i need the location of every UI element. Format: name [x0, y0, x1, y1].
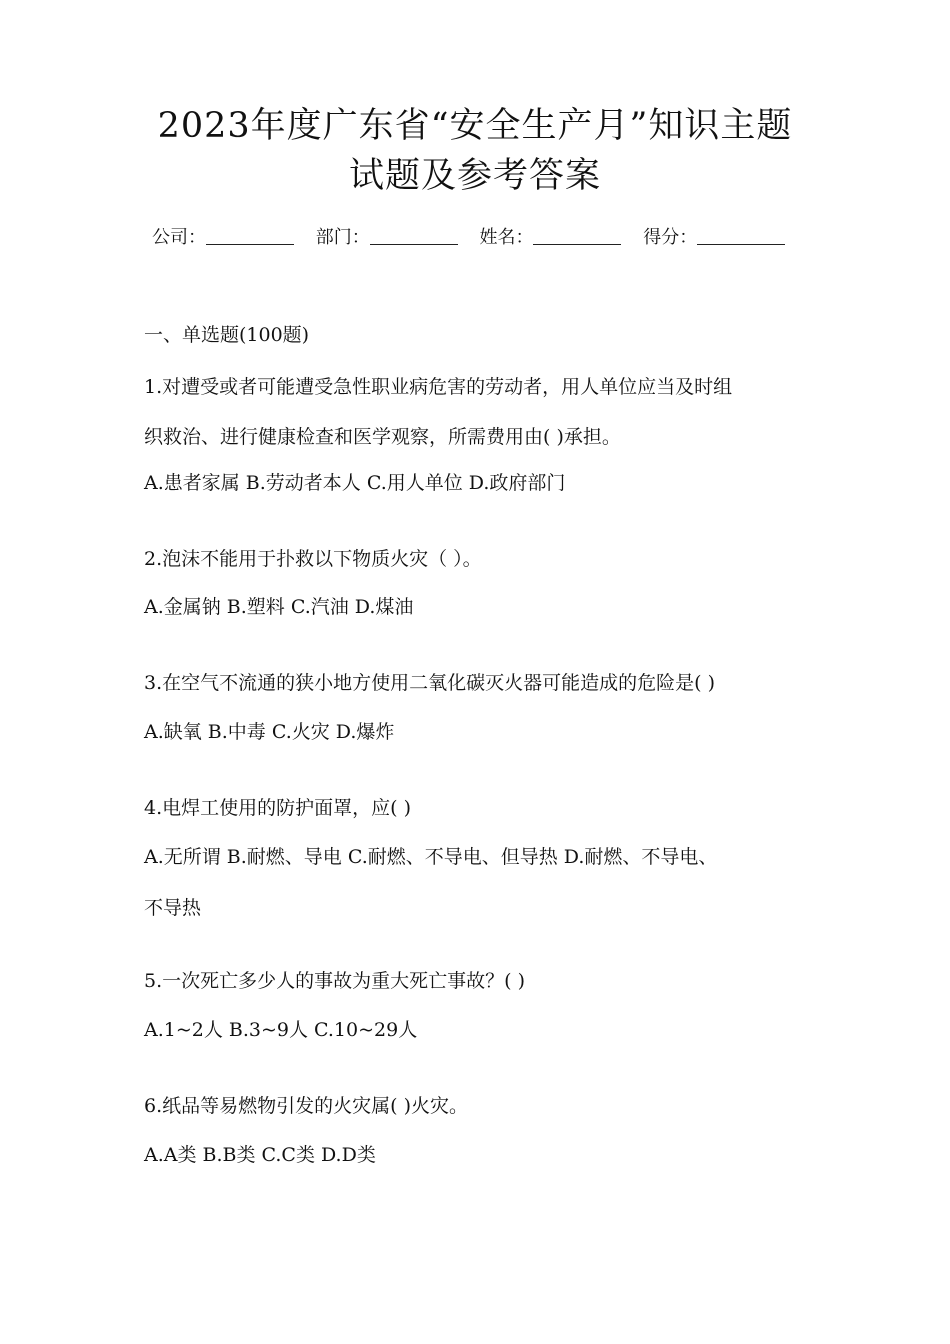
- question-3-stem: 3.在空气不流通的狭小地方使用二氧化碳灭火器可能造成的危险是( ): [144, 672, 715, 694]
- question-5-stem: 5.一次死亡多少人的事故为重大死亡事故？( ): [144, 970, 525, 992]
- question-6-options: A.A类 B.B类 C.C类 D.D类: [144, 1144, 376, 1166]
- question-4-options-line-2: 不导热: [144, 897, 202, 919]
- section-heading: 一、单选题(100题): [144, 324, 310, 346]
- department-field: [316, 227, 458, 248]
- question-1-options: A.患者家属 B.劳动者本人 C.用人单位 D.政府部门: [144, 472, 566, 494]
- question-3-options: A.缺氧 B.中毒 C.火灾 D.爆炸: [144, 721, 395, 743]
- question-1-stem-line-2: 织救治、进行健康检查和医学观察，所需费用由( )承担。: [144, 426, 621, 448]
- company-blank[interactable]: [206, 226, 294, 245]
- question-4-stem: 4.电焊工使用的防护面罩，应( ): [144, 797, 411, 819]
- department-blank[interactable]: [370, 226, 458, 245]
- company-label: 公司：: [152, 227, 206, 248]
- document-title-line-1: 2023年度广东省“安全生产月”知识主题: [157, 106, 793, 146]
- name-field: [479, 227, 621, 248]
- question-2-options: A.金属钠 B.塑料 C.汽油 D.煤油: [144, 596, 414, 618]
- name-label: 姓名：: [479, 227, 534, 248]
- company-field: [152, 227, 294, 248]
- score-label: 得分：: [643, 227, 698, 248]
- question-1-stem-line-1: 1.对遭受或者可能遭受急性职业病危害的劳动者，用人单位应当及时组: [144, 376, 733, 398]
- score-blank[interactable]: [697, 226, 785, 245]
- score-field: [643, 227, 785, 248]
- question-2-stem: 2.泡沫不能用于扑救以下物质火灾（ ）。: [144, 548, 482, 570]
- question-6-stem: 6.纸品等易燃物引发的火灾属( )火灾。: [144, 1095, 468, 1117]
- document-title-line-2: 试题及参考答案: [348, 156, 601, 196]
- examinee-info-row: [152, 224, 812, 252]
- question-5-options: A.1~2人 B.3~9人 C.10~29人: [144, 1019, 418, 1041]
- question-4-options-line-1: A.无所谓 B.耐燃、导电 C.耐燃、不导电、但导热 D.耐燃、不导电、: [144, 846, 718, 868]
- department-label: 部门：: [315, 227, 370, 248]
- name-blank[interactable]: [533, 226, 621, 245]
